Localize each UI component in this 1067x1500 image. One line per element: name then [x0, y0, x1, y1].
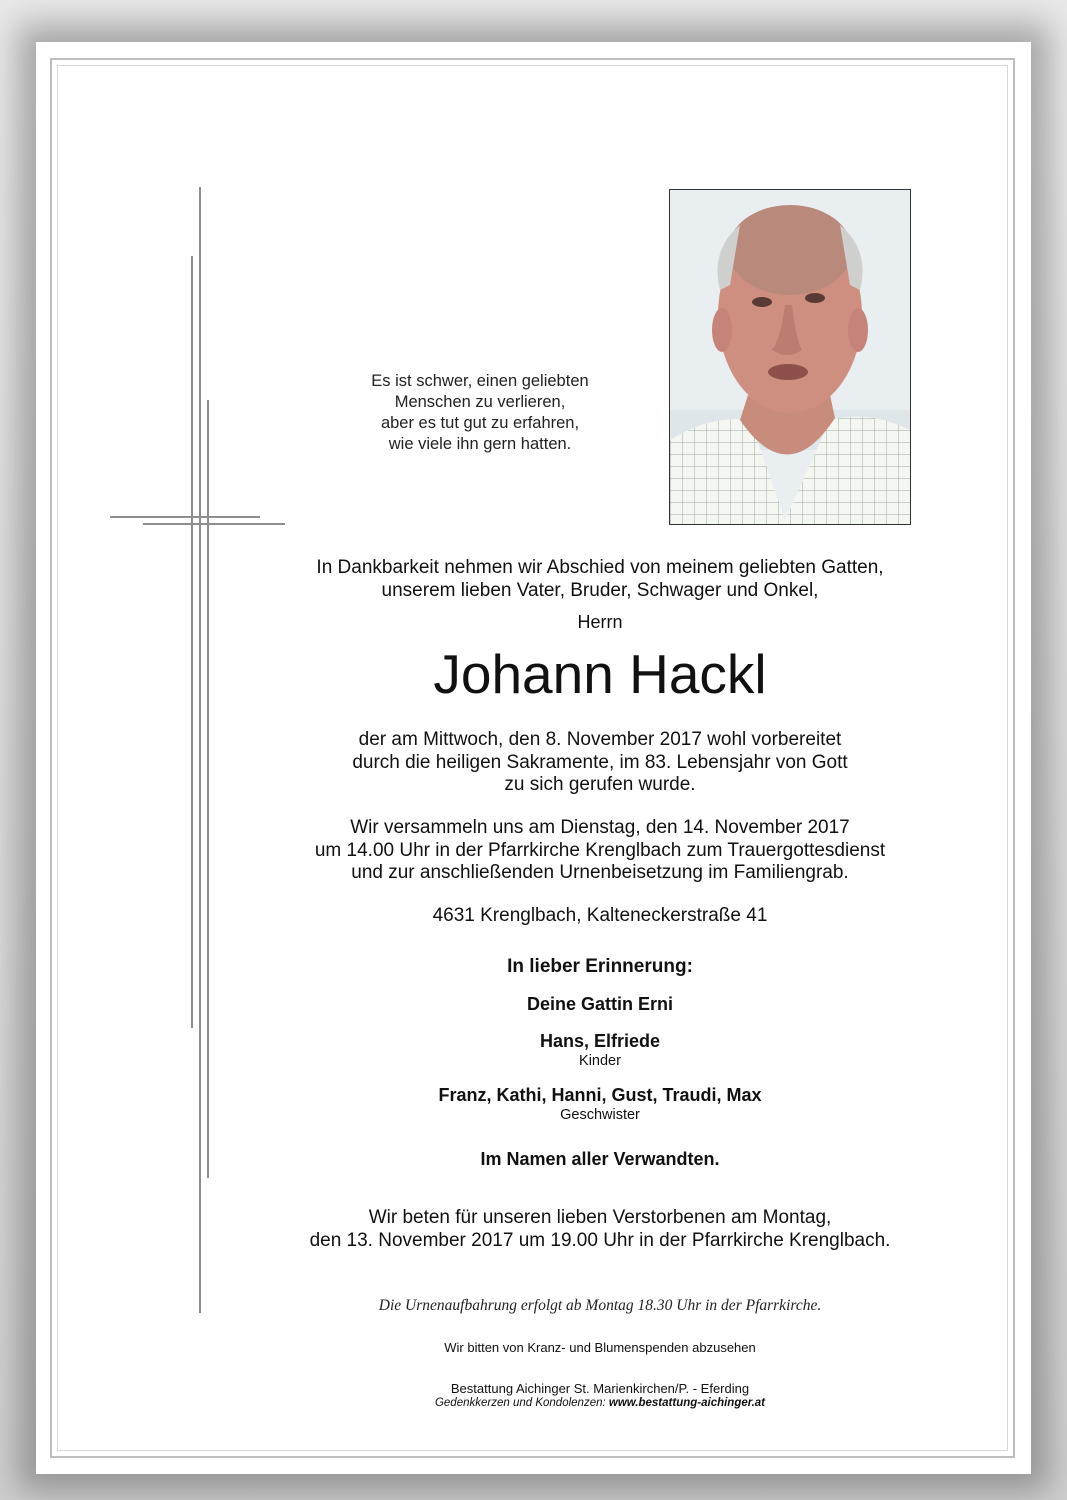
- relatives-line: Im Namen aller Verwandten.: [480, 1149, 720, 1169]
- condolence-line: [280, 1396, 920, 1410]
- flowers-note: Wir bitten von Kranz- und Blumenspenden abzusehen: [444, 1340, 756, 1355]
- condolence-link[interactable]: www.bestattung-aichinger.at: [608, 1397, 766, 1409]
- memorial-quote: Es ist schwer, einen geliebten Menschen zu verlieren, aber es tut gut zu erfahren, wie viele ihn gern hatten.: [371, 372, 589, 453]
- mourner-spouse: Deine Gattin Erni: [526, 994, 674, 1014]
- salutation: Herrn: [577, 612, 623, 632]
- memory-heading: In lieber Erinnerung:: [507, 956, 693, 977]
- death-notice: der am Mittwoch, den 8. November 2017 wohl vorbereitet durch die heiligen Sakramente, im 83. Lebensjahr von Gott zu sich gerufen wurde.: [352, 729, 848, 795]
- intro-text: In Dankbarkeit nehmen wir Abschied von meinem geliebten Gatten, unserem lieben Vater, Bruder, Schwager und Onkel,: [316, 557, 884, 601]
- relation-children: Kinder: [579, 1053, 621, 1069]
- prayer-notice: Wir beten für unseren lieben Verstorbenen am Montag, den 13. November 2017 um 19.00 Uhr in der Pfarrkirche Krenglbach.: [309, 1207, 891, 1251]
- deceased-name: Johann Hackl: [433, 643, 767, 705]
- funeral-notice: Wir versammeln uns am Dienstag, den 14. November 2017 um 14.00 Uhr in der Pfarrkirche Krenglbach zum Trauergottesdienst und zur anschließenden Urnenbeisetzung im Familiengrab.: [314, 817, 886, 883]
- relation-siblings: Geschwister: [560, 1107, 640, 1123]
- condolence-label: Gedenkkerzen und Kondolenzen:: [434, 1397, 606, 1409]
- undertaker: Bestattung Aichinger St. Marienkirchen/P. - Eferding: [450, 1381, 750, 1396]
- urn-note: Die Urnenaufbahrung erfolgt ab Montag 18.30 Uhr in der Pfarrkirche.: [378, 1297, 822, 1314]
- address: 4631 Krenglbach, Kalteneckerstraße 41: [432, 905, 768, 926]
- mourner-siblings: Franz, Kathi, Hanni, Gust, Traudi, Max: [438, 1085, 762, 1105]
- mourner-children: Hans, Elfriede: [539, 1031, 661, 1051]
- portrait-photo: [669, 189, 911, 525]
